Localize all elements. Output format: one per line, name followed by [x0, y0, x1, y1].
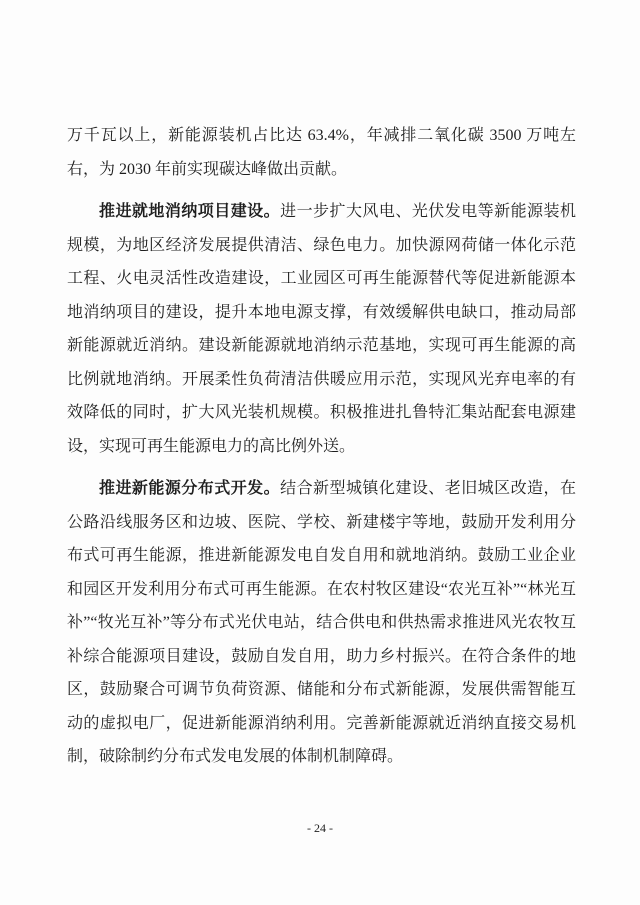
- paragraph-text: 结合新型城镇化建设、老旧城区改造，在公路沿线服务区和边坡、医院、学校、新建楼宇等地，鼓励开发利用分布式可再生能源，推进新能源发电自发自用和就地消纳。鼓励工业企业和园区开发利用分布式可再生能源。在农村牧区建设“农光互补”“林光互补”“牧光互补”等分布式光伏电站，结合供电和供热需求推进风光农牧互补综合能源项目建设，鼓励自发自用，助力乡村振兴。在符合条件的地区，鼓励聚合可调节负荷资源、储能和分布式新能源，发展供需智能互动的虚拟电厂，促进新能源消纳利用。完善新能源就近消纳直接交易机制，破除制约分布式发电发展的体制机制障碍。: [67, 480, 576, 765]
- paragraph-heading: 推进新能源分布式开发。: [99, 480, 281, 497]
- paragraph-local-consumption-projects: [67, 195, 576, 463]
- paragraph-text: 万千瓦以上，新能源装机占比达 63.4%，年减排二氧化碳 3500 万吨左右，为 2030 年前实现碳达峰做出贡献。: [67, 127, 576, 178]
- paragraph-heading: 推进就地消纳项目建设。: [99, 203, 281, 220]
- paragraph-text: 进一步扩大风电、光伏发电等新能源装机规模，为地区经济发展提供清洁、绿色电力。加快源网荷储一体化示范工程、火电灵活性改造建设，工业园区可再生能源替代等促进新能源本地消纳项目的建设，提升本地电源支撑，有效缓解供电缺口，推动局部新能源就近消纳。建设新能源就地消纳示范基地，实现可再生能源的高比例就地消纳。开展柔性负荷清洁供暖应用示范，实现风光弃电率的有效降低的同时，扩大风光装机规模。积极推进扎鲁特汇集站配套电源建设，实现可再生能源电力的高比例外送。: [67, 203, 576, 455]
- page-number: - 24 -: [307, 821, 333, 835]
- paragraph-continuation: [67, 119, 576, 186]
- document-body: [67, 119, 576, 783]
- paragraph-distributed-development: [67, 472, 576, 774]
